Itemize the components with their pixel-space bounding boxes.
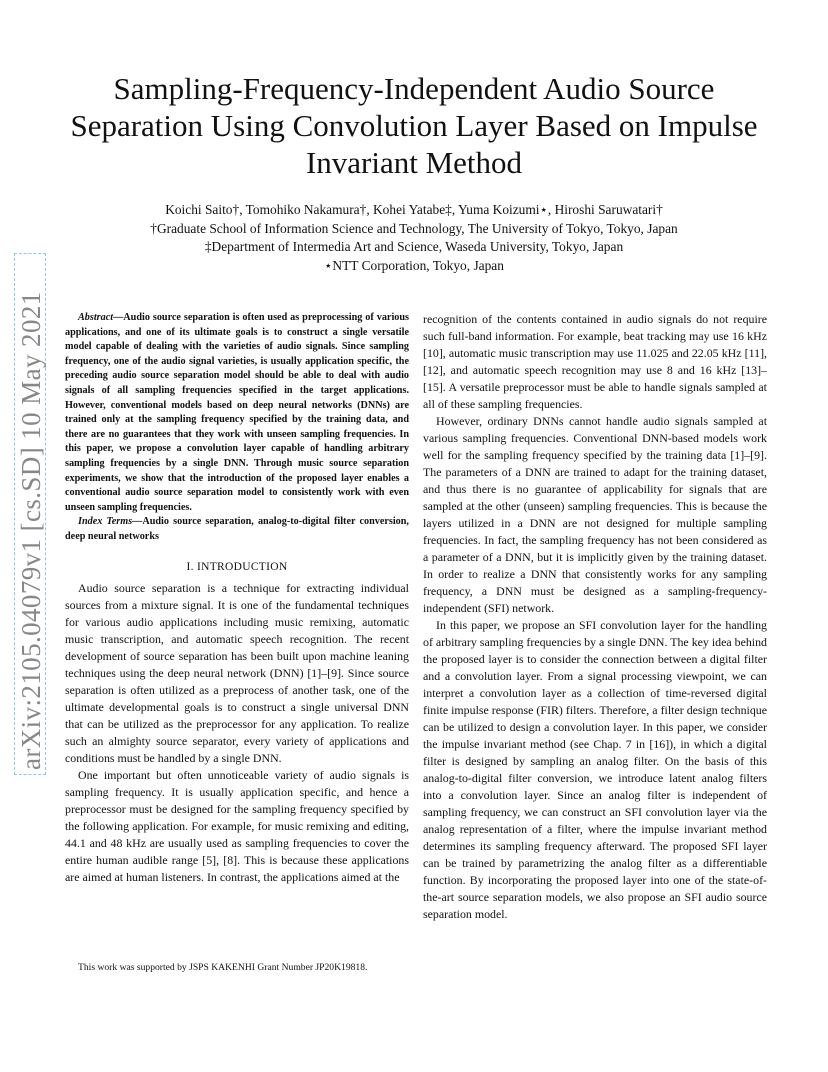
- affiliation-2: ‡Department of Intermedia Art and Science, Waseda University, Tokyo, Japan: [204, 239, 624, 255]
- affiliation-3: ⋆NTT Corporation, Tokyo, Japan: [324, 257, 504, 273]
- abstract: [65, 311, 409, 515]
- abstract-text: —Audio source separation is often used as preprocessing of various applications, and one of its ultimate goals is to construct a single versatile model capable of dealing with the varieties of audio signals. Since sampling frequency, one of the audio signal varieties, is usually application specific, the preceding audio source separation model should be able to deal with audio signals of all sampling frequencies specified in the target applications. However, conventional models based on deep neural networks (DNNs) are trained only at the sampling frequency specified by the training data, and there are no guarantees that they work with unseen sampling frequencies. In this paper, we propose a convolution layer capable of handling arbitrary sampling frequencies by a single DNN. Through music source separation experiments, we show that the introduction of the proposed layer enables a conventional audio source separation model to consistently work with even unseen sampling frequencies.: [65, 312, 409, 513]
- paragraph: In this paper, we propose an SFI convolution layer for the handling of arbitrary sampling frequencies by a single DNN. The key idea behind the proposed layer is to consider the connection between a digital filter and a convolution layer. From a signal processing viewpoint, we can interpret a convolution layer as a collection of time-reversed digital finite impulse response (FIR) filters. Therefore, a filter design technique can be utilized to design a convolution layer. In this paper, we consider the impulse invariant method (see Chap. 7 in [16]), in which a digital filter is designed by sampling an analog filter. On the basis of this analog-to-digital filter conversion, we introduce latent analog filters into a convolution layer. Since an analog filter is independent of sampling frequency, we can construct an SFI convolution layer via the analog representation of a filter, where the impulse invariant method determines its sampling frequency afterward. The proposed SFI layer can be trained by parametrizing the analog filter as a differentiable function. By incorporating the proposed layer into one of the state-of-the-art source separation models, we also propose an SFI audio source separation model.: [423, 618, 767, 921]
- paper-title: Sampling-Frequency-Independent Audio Source Separation Using Convolution Layer Based on Impulse Invariant Method: [70, 71, 758, 180]
- index-terms: [65, 515, 409, 544]
- arxiv-id[interactable]: arXiv:2105.04079v1 [cs.SD] 10 May 2021: [16, 291, 46, 770]
- paragraph: Audio source separation is a technique for extracting individual sources from a mixture signal. It is one of the fundamental techniques for various audio applications including music remixing, automatic music transcription, and automatic speech recognition. The recent development of source separation has been built upon machine leaning techniques using the deep neural network (DNN) [1]–[9]. Since source separation is often utilized as a preprocess of another task, one of the ultimate developmental goals is to construct a single universal DNN that can be utilized as the preprocessor for any application. To realize such an almighty source separator, every variety of applications and conditions must be handled by a single DNN.: [65, 580, 409, 765]
- paragraph: However, ordinary DNNs cannot handle audio signals sampled at various sampling frequencies. Conventional DNN-based models work well for the sampling frequency specified by the training data [1]–[9]. The parameters of a DNN are trained to adapt for the training dataset, and thus there is no guarantee of applicability for signals that are sampled at the other (unseen) sampling frequencies. This is because the layers utilized in a DNN are not designed for multiple sampling frequencies. In fact, the sampling frequency has not been considered as a parameter of a DNN, but it is implicitly given by the training dataset. In order to realize a DNN that consistently works for any sampling frequency, a DNN must be designed as a sampling-frequency-independent (SFI) network.: [423, 414, 767, 615]
- section-heading-introduction: I. INTRODUCTION: [186, 560, 288, 573]
- paragraph: recognition of the contents contained in audio signals do not require such full-band information. For example, beat tracking may use 16 kHz [10], automatic music transcription may use 11.025 and 22.05 kHz [11], [12], and automatic speech recognition may use 8 and 16 kHz [13]–[15]. A versatile preprocessor must be able to handle signals sampled at all of these sampling frequencies.: [423, 312, 767, 411]
- paragraph: One important but often unnoticeable variety of audio signals is sampling frequency. It is usually application specific, and hence a preprocessor must be designed for the sampling frequency specified by the following application. For example, for music remixing and editing, 44.1 and 48 kHz are usually used as sampling frequencies to cover the entire human audible range [5], [8]. This is because these applications are aimed at human listeners. In contrast, the applications aimed at the: [65, 767, 409, 884]
- index-terms-text: —Audio source separation, analog-to-digital filter conversion, deep neural networks: [65, 516, 409, 542]
- index-terms-label: Index Terms: [78, 516, 133, 528]
- affiliation-1: †Graduate School of Information Science and Technology, The University of Tokyo, Tokyo, Japan: [150, 220, 678, 236]
- footnote: This work was supported by JSPS KAKENHI Grant Number JP20K19818.: [78, 962, 368, 973]
- left-column: [65, 311, 409, 886]
- right-column: [423, 311, 767, 923]
- author-list: Koichi Saito†, Tomohiko Nakamura†, Kohei Yatabe‡, Yuma Koizumi⋆, Hiroshi Saruwatari†: [165, 202, 663, 217]
- abstract-label: Abstract: [78, 312, 114, 323]
- author-block: [60, 201, 768, 275]
